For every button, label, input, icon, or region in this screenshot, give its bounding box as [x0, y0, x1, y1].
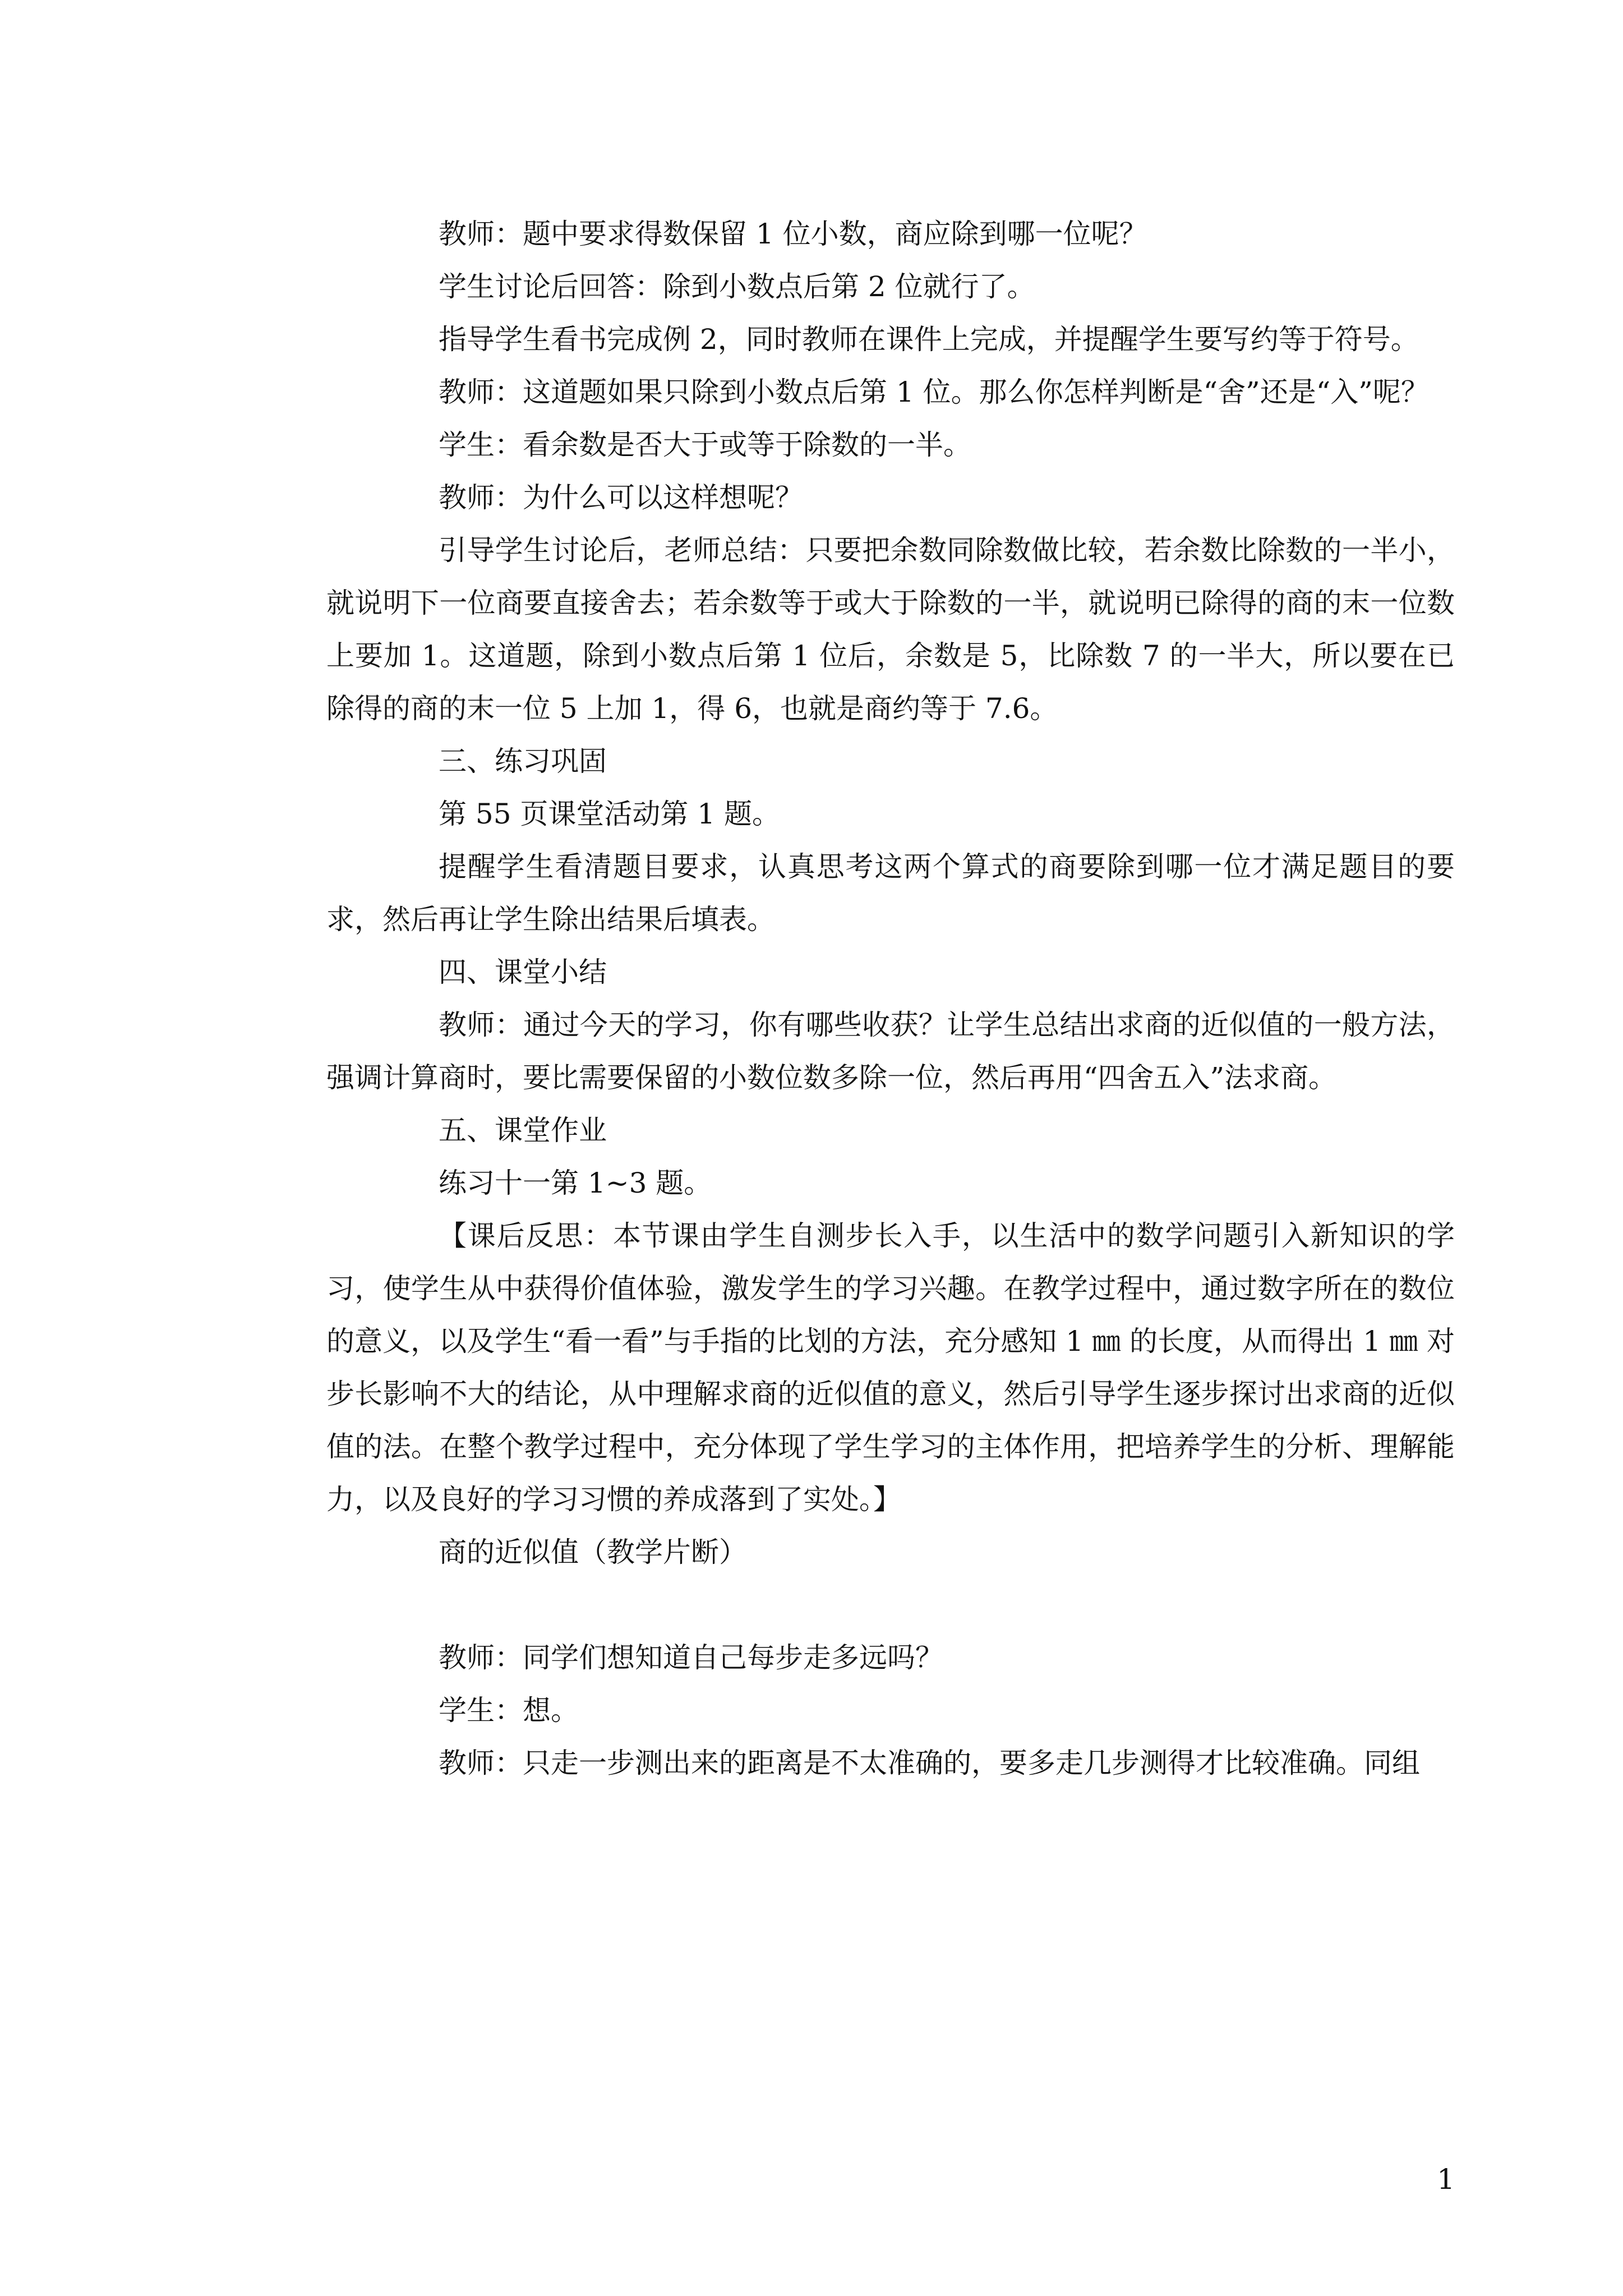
document-body	[326, 208, 1455, 1789]
paragraph-6: 教师：为什么可以这样想呢？	[439, 481, 803, 514]
reflection-paragraph: 【课后反思：本节课由学生自测步长入手，以生活中的数学问题引入新知识的学习，使学生从中获得价值体验，激发学生的学习兴趣。在教学过程中，通过数字所在的数位的意义，以及学生“看一看”与手指的比划的方法，充分感知 1 ㎜ 的长度，从而得出 1 ㎜ 对步长影响不大的结论，从中理解求商的近似值的意义，然后引导学生逐步探讨出求商的近似值的法。在整个教学过程中，充分体现了学生学习的主体作用，把培养学生的分析、理解能力，以及良好的学习习惯的养成落到了实处。】	[326, 1220, 1455, 1516]
page-number: 1	[1437, 2163, 1455, 2196]
section-heading-homework: 五、课堂作业	[439, 1114, 607, 1147]
blank-line	[326, 1579, 1455, 1631]
paragraph-3: 指导学生看书完成例 2，同时教师在课件上完成，并提醒学生要写约等于符号。	[439, 323, 1419, 356]
section-heading-summary: 四、课堂小结	[439, 956, 607, 988]
paragraph-1: 教师：题中要求得数保留 1 位小数，商应除到哪一位呢？	[439, 218, 1147, 250]
paragraph-2: 学生讨论后回答：除到小数点后第 2 位就行了。	[439, 270, 1035, 303]
paragraph-10: 提醒学生看清题目要求，认真思考这两个算式的商要除到哪一位才满足题目的要求，然后再让学生除出结果后填表。	[326, 850, 1455, 936]
paragraph-14: 练习十一第 1~3 题。	[439, 1167, 712, 1199]
excerpt-title: 商的近似值（教学片断）	[439, 1536, 747, 1568]
section-heading-practice: 三、练习巩固	[439, 745, 607, 777]
paragraph-4: 教师：这道题如果只除到小数点后第 1 位。那么你怎样判断是“舍”还是“入”呢？	[439, 376, 1429, 408]
paragraph-12: 教师：通过今天的学习，你有哪些收获？让学生总结出求商的近似值的一般方法，强调计算商时，要比需要保留的小数位数多除一位，然后再用“四舍五入”法求商。	[326, 1009, 1455, 1094]
paragraph-17: 教师：同学们想知道自己每步走多远吗？	[439, 1641, 943, 1674]
paragraph-5: 学生：看余数是否大于或等于除数的一半。	[439, 429, 971, 461]
paragraph-18: 学生：想。	[439, 1694, 579, 1727]
paragraph-7: 引导学生讨论后，老师总结：只要把余数同除数做比较，若余数比除数的一半小，就说明下一位商要直接舍去；若余数等于或大于除数的一半，就说明已除得的商的末一位数上要加 1。这道题，除到小数点后第 1 位后，余数是 5，比除数 7 的一半大，所以要在已除得的商的末一位 5 上加 1，得 6，也就是商约等于 7.6。	[326, 534, 1455, 725]
paragraph-9: 第 55 页课堂活动第 1 题。	[439, 798, 781, 830]
paragraph-19: 教师：只走一步测出来的距离是不太准确的，要多走几步测得才比较准确。同组	[439, 1747, 1420, 1779]
